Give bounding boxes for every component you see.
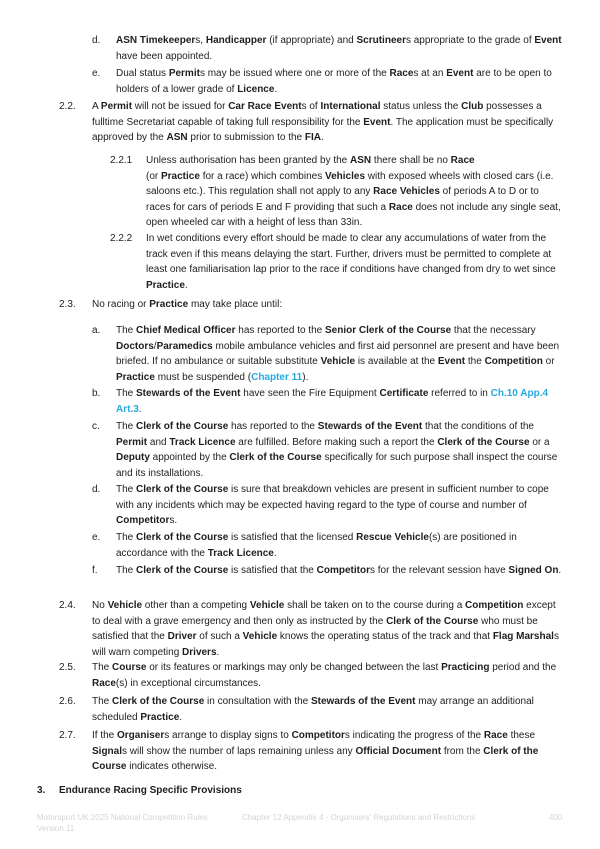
text-run: that the necessary: [451, 325, 536, 336]
text-run: specifically for such purpose shall inspect the course and its installations.: [116, 452, 558, 479]
defined-term: Competition: [484, 356, 543, 368]
text-run: or its features or markings may only be changed between the last: [146, 662, 442, 673]
text-run: and: [147, 436, 170, 448]
defined-term: Chief Medical Officer: [136, 325, 236, 336]
text-run: In wet conditions every effort should be made to clear any accumulations of water from the track even if this means delaying the start. Further, drivers must be permitted to complete at least one familiarisation lap prior to the race if conditions have changed from dry to wet since: [146, 233, 556, 276]
text-run: is satisfied that the licensed: [228, 532, 357, 543]
clause-number: 2.5.: [59, 662, 76, 673]
text-run: /: [153, 340, 157, 352]
defined-term: Stewards of the Event: [317, 421, 423, 432]
defined-term: Course: [112, 662, 147, 673]
text-run: has reported to the: [235, 325, 325, 336]
defined-term: FIA: [304, 132, 322, 144]
clause-text: [92, 297, 564, 313]
text-run: (s) in exceptional circumstances.: [115, 677, 261, 689]
defined-term: Certificate: [379, 388, 429, 399]
text-run: The: [116, 325, 137, 336]
text-run: (if appropriate) and: [266, 35, 357, 46]
defined-term: Rescue Vehicle: [356, 532, 429, 543]
defined-term: Race: [450, 155, 475, 166]
section-title: Endurance Racing Specific Provisions: [59, 785, 242, 796]
text-run: s will warn competing: [92, 631, 559, 658]
defined-term: Scrutineer: [356, 35, 406, 46]
defined-term: Competition: [465, 600, 524, 611]
defined-term: Clerk of the Course: [136, 532, 229, 543]
text-run: s appropriate to the grade of: [405, 35, 535, 46]
item-number: f.: [92, 565, 98, 576]
defined-term: Senior Clerk of the Course: [325, 325, 452, 336]
clause-text: [92, 598, 564, 660]
text-run: have seen the Fire Equipment: [240, 388, 380, 399]
clause-number: 2.2.1: [110, 155, 133, 166]
text-run: s at an: [413, 68, 447, 79]
footer-rules-title: Motorsport UK 2025 National Competition Rules: [37, 813, 208, 822]
defined-term: Clerk of the Course: [437, 436, 530, 448]
text-run: No racing or: [92, 299, 150, 310]
defined-term: Clerk of the Course: [136, 484, 229, 495]
text-run: The: [116, 388, 137, 399]
defined-term: Competitor: [316, 565, 370, 576]
defined-term: Car Race Event: [228, 101, 302, 112]
defined-term: Signed On: [508, 565, 559, 576]
defined-term: Vehicle: [242, 631, 278, 643]
text-run: No: [92, 600, 108, 611]
text-run: s.: [169, 515, 178, 527]
defined-term: Track Licence: [207, 547, 274, 559]
defined-term: Event: [446, 68, 474, 79]
text-run: have been appointed.: [116, 50, 213, 62]
defined-term: Race: [388, 201, 413, 213]
clause-text: [92, 99, 564, 146]
cross-reference-link[interactable]: Chapter 11: [251, 371, 303, 383]
defined-term: Event: [363, 116, 391, 128]
text-run: except to deal with a grave emergency and then only as instructed by the: [92, 600, 556, 627]
text-run: s indicating the progress of the: [344, 730, 484, 741]
text-run: The: [116, 565, 137, 576]
text-run: .: [138, 403, 142, 415]
text-run: other than a competing: [142, 600, 250, 611]
defined-term: Clerk of the Course: [229, 452, 322, 464]
clause-text: [146, 231, 564, 293]
defined-term: Clerk of the Course: [386, 615, 479, 627]
clause-number: 2.4.: [59, 600, 76, 611]
text-run: the: [465, 356, 485, 368]
item-number: e.: [92, 68, 101, 79]
text-run: are fulfilled. Before making such a report the: [235, 436, 438, 448]
text-run: Unless authorisation has been granted by the: [146, 155, 351, 166]
text-run: .: [321, 132, 324, 144]
text-run: indicates otherwise.: [126, 761, 218, 773]
footer-doc-title: [37, 812, 208, 834]
defined-term: International: [320, 101, 381, 112]
text-run: or a: [529, 436, 550, 448]
defined-term: Practicing: [441, 662, 490, 673]
text-run: (or: [146, 170, 161, 182]
text-run: The: [92, 662, 113, 673]
clause-number: 2.6.: [59, 696, 76, 707]
defined-term: Clerk of the Course: [136, 565, 229, 576]
footer-chapter: Chapter 12 Appendix 4 - Organisers' Regulations and Restrictions: [242, 813, 476, 822]
defined-term: Event: [437, 356, 466, 368]
defined-term: Practice: [140, 711, 180, 723]
defined-term: Club: [461, 101, 484, 112]
clause-text: [92, 694, 564, 725]
text-run: mobile ambulance vehicles and first aid personnel are present and have been briefed. If no ambulance or suitable substitute: [116, 340, 560, 368]
defined-term: Clerk of the Course: [112, 696, 205, 707]
text-run: s may be issued where one or more of the: [199, 68, 390, 79]
text-run: there shall be no: [371, 155, 451, 166]
item-text: [116, 482, 564, 529]
defined-term: Flag Marshal: [492, 631, 554, 643]
text-run: are to be open to holders of a lower grade of: [116, 68, 552, 95]
defined-term: Vehicle: [320, 356, 356, 368]
item-text: [116, 563, 564, 579]
text-run: these: [507, 730, 536, 741]
text-run: status unless the: [380, 101, 462, 112]
text-run: will not be issued for: [132, 101, 229, 112]
defined-term: Clerk of the Course: [136, 421, 229, 432]
section-number: 3.: [37, 785, 46, 796]
text-run: (s) are positioned in accordance with the: [116, 532, 517, 559]
text-run: The: [92, 696, 113, 707]
text-run: with exposed wheels with closed cars (i.e. saloons etc.). This regulation shall not apply to any: [146, 170, 554, 198]
defined-term: Permit: [100, 101, 133, 112]
defined-term: Organiser: [117, 730, 165, 741]
defined-term: Practice: [146, 279, 185, 291]
text-run: Dual status: [116, 68, 169, 79]
defined-term: Permit: [168, 68, 200, 79]
item-text: [116, 419, 564, 481]
defined-term: Vehicle: [249, 600, 285, 611]
defined-term: Handicapper: [205, 35, 267, 46]
text-run: referred to in: [428, 388, 491, 399]
text-run: in consultation with the: [204, 696, 311, 707]
item-number: d.: [92, 35, 101, 46]
text-run: of such a: [196, 631, 243, 643]
text-run: A: [92, 101, 101, 112]
defined-term: Official Document: [355, 745, 442, 757]
defined-term: Stewards of the Event: [136, 388, 241, 399]
text-run: The: [116, 484, 137, 495]
item-text: [116, 323, 564, 385]
text-run: shall be taken on to the course during a: [284, 600, 466, 611]
text-run: is available at the: [355, 356, 438, 368]
text-run: .: [273, 547, 277, 559]
text-run: .: [558, 565, 562, 576]
defined-term: Stewards of the Event: [311, 696, 416, 707]
text-run: is sure that breakdown vehicles are present in sufficient number to cope with any incidents which may be expected having regard to the type of course and number of: [116, 484, 549, 511]
cross-reference-link[interactable]: Ch.10 App.4 Art.3: [116, 388, 549, 415]
text-run: may arrange an additional scheduled: [92, 696, 534, 723]
defined-term: Deputy: [116, 452, 150, 464]
text-run: . The application must be specifically approved by the: [92, 116, 554, 144]
text-run: for a race) which combines: [199, 170, 325, 182]
defined-term: ASN: [350, 155, 372, 166]
defined-term: Driver: [167, 631, 197, 643]
clause-text: [92, 728, 564, 775]
defined-term: ASN: [166, 132, 188, 144]
text-run: .: [216, 646, 220, 658]
defined-term: Race Vehicles: [373, 186, 440, 198]
clause-number: 2.2.: [59, 101, 76, 112]
text-run: s,: [195, 35, 206, 46]
text-run: s arrange to display signs to: [164, 730, 292, 741]
item-text: [116, 33, 564, 64]
clause-number: 2.3.: [59, 299, 76, 310]
defined-term: Race: [389, 68, 414, 79]
text-run: .: [274, 83, 278, 95]
item-text: [116, 66, 564, 97]
defined-term: Track Licence: [169, 436, 236, 448]
text-run: knows the operating status of the track and that: [277, 631, 493, 643]
item-text: [116, 530, 564, 561]
defined-term: ASN Timekeeper: [116, 35, 196, 46]
item-number: d.: [92, 484, 101, 495]
defined-term: Licence: [237, 83, 275, 95]
text-run: must be suspended (: [154, 371, 252, 383]
item-number: c.: [92, 421, 100, 432]
text-run: or: [542, 356, 555, 368]
defined-term: Practice: [116, 371, 155, 383]
defined-term: Race: [483, 730, 508, 741]
clause-text: [92, 660, 564, 691]
defined-term: Drivers: [182, 646, 217, 658]
item-number: b.: [92, 388, 101, 399]
item-text: [116, 386, 564, 417]
text-run: has reported to the: [228, 421, 318, 432]
defined-term: Practice: [149, 299, 189, 310]
footer-version: Version 11: [37, 824, 75, 833]
text-run: The: [116, 421, 137, 432]
text-run: prior to submission to the: [187, 132, 305, 144]
text-run: period and the: [489, 662, 557, 673]
defined-term: Paramedics: [156, 340, 213, 352]
clause-number: 2.7.: [59, 730, 76, 741]
text-run: If the: [92, 730, 118, 741]
text-run: possesses a fulltime Secretariat capable of taking full responsibility for the: [92, 101, 542, 128]
text-run: is satisfied that the: [228, 565, 317, 576]
defined-term: Clerk of the Course: [92, 745, 539, 773]
defined-term: Competitor: [116, 515, 170, 527]
text-run: from the: [441, 745, 484, 757]
defined-term: Race: [92, 677, 116, 689]
clause-number: 2.2.2: [110, 233, 133, 244]
item-number: a.: [92, 325, 101, 336]
defined-term: Vehicles: [324, 170, 366, 182]
defined-term: Vehicle: [107, 600, 143, 611]
footer-page-number: 400: [549, 813, 563, 822]
text-run: that the conditions of the: [422, 421, 534, 432]
text-run: s of: [301, 101, 321, 112]
text-run: ).: [302, 371, 309, 383]
text-run: who must be satisfied that the: [92, 615, 538, 643]
text-run: s will show the number of laps remaining unless any: [122, 745, 356, 757]
defined-term: Practice: [161, 170, 200, 182]
text-run: does not include any single seat, open wheeled car with a height of less than 33in.: [146, 201, 561, 229]
defined-term: Signal: [92, 745, 123, 757]
text-run: .: [184, 279, 188, 291]
text-run: .: [179, 711, 183, 723]
text-run: appointed by the: [149, 452, 230, 464]
text-run: s for the relevant session have: [370, 565, 509, 576]
defined-term: Doctors: [116, 340, 154, 352]
defined-term: Permit: [116, 436, 148, 448]
defined-term: Competitor: [291, 730, 345, 741]
text-run: may take place until:: [188, 299, 283, 310]
clause-text: [146, 153, 564, 231]
defined-term: Event: [534, 35, 562, 46]
item-number: e.: [92, 532, 101, 543]
text-run: The: [116, 532, 137, 543]
text-run: of periods A to D or to races for cars of periods E and F providing that such a: [146, 186, 539, 213]
